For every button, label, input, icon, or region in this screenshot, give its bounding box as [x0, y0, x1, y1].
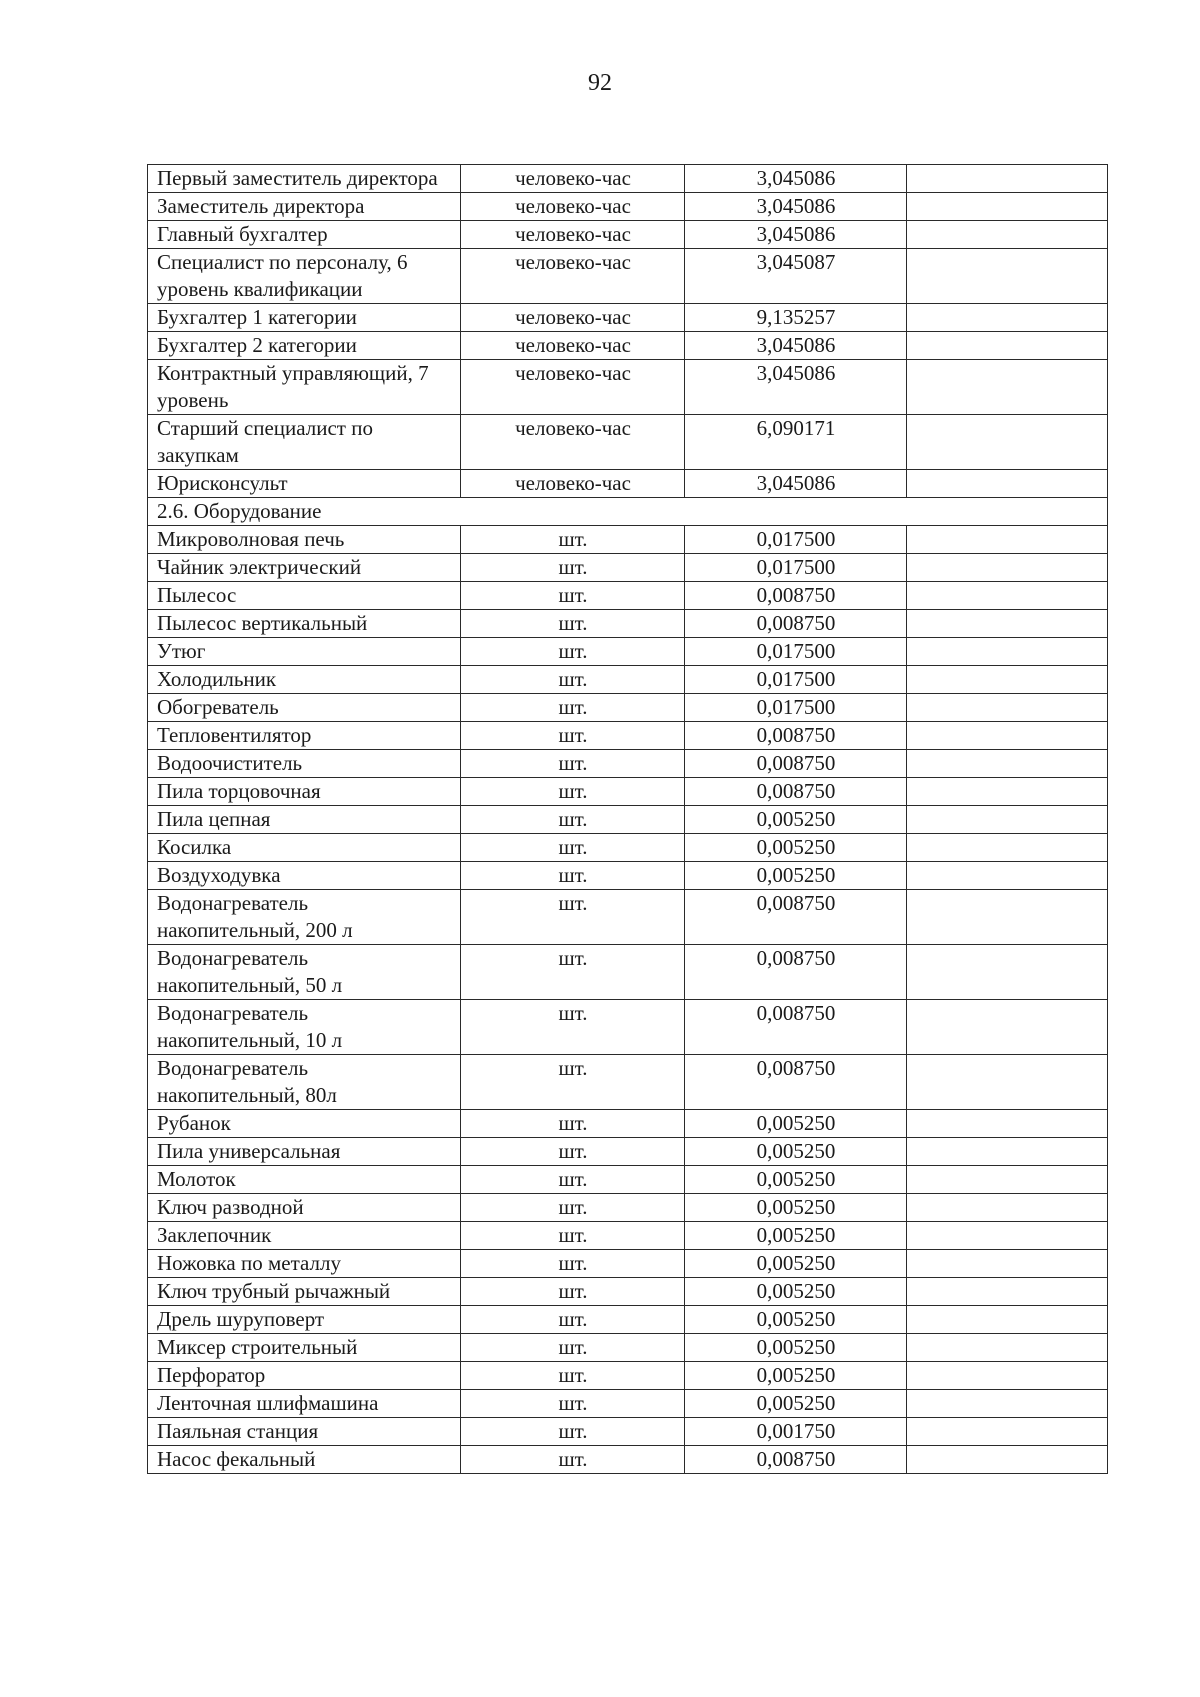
quantity-cell: 0,008750	[685, 890, 907, 945]
item-name-cell: Водонагреватель накопительный, 200 л	[148, 890, 461, 945]
table-row	[148, 1110, 1108, 1138]
quantity-cell: 0,005250	[685, 1278, 907, 1306]
table-row	[148, 694, 1108, 722]
quantity-cell: 3,045086	[685, 193, 907, 221]
quantity-cell: 0,008750	[685, 1055, 907, 1110]
table-row	[148, 1362, 1108, 1390]
table-row	[148, 666, 1108, 694]
blank-cell	[907, 862, 1108, 890]
item-name-cell: Ленточная шлифмашина	[148, 1390, 461, 1418]
item-name-cell: Микроволновая печь	[148, 526, 461, 554]
table-row	[148, 415, 1108, 470]
table-row	[148, 862, 1108, 890]
unit-cell: шт.	[461, 778, 685, 806]
unit-cell: шт.	[461, 862, 685, 890]
table-row	[148, 332, 1108, 360]
unit-cell: человеко-час	[461, 193, 685, 221]
unit-cell: шт.	[461, 1110, 685, 1138]
unit-cell: шт.	[461, 1446, 685, 1474]
quantity-cell: 0,008750	[685, 750, 907, 778]
quantity-cell: 0,017500	[685, 554, 907, 582]
blank-cell	[907, 360, 1108, 415]
quantity-cell: 3,045086	[685, 360, 907, 415]
unit-cell: шт.	[461, 554, 685, 582]
quantity-cell: 0,005250	[685, 1362, 907, 1390]
blank-cell	[907, 1278, 1108, 1306]
table-row	[148, 1055, 1108, 1110]
item-name-cell: Водонагреватель накопительный, 50 л	[148, 945, 461, 1000]
section-header-row	[148, 498, 1108, 526]
table-row	[148, 890, 1108, 945]
blank-cell	[907, 1166, 1108, 1194]
unit-cell: шт.	[461, 1334, 685, 1362]
quantity-cell: 0,001750	[685, 1418, 907, 1446]
item-name-cell: Пылесос вертикальный	[148, 610, 461, 638]
blank-cell	[907, 1194, 1108, 1222]
unit-cell: шт.	[461, 750, 685, 778]
unit-cell: шт.	[461, 1055, 685, 1110]
unit-cell: человеко-час	[461, 249, 685, 304]
table-row	[148, 1278, 1108, 1306]
table-row	[148, 1418, 1108, 1446]
quantity-cell: 0,008750	[685, 1446, 907, 1474]
unit-cell: человеко-час	[461, 304, 685, 332]
item-name-cell: Тепловентилятор	[148, 722, 461, 750]
item-name-cell: Насос фекальный	[148, 1446, 461, 1474]
item-name-cell: Водонагреватель накопительный, 80л	[148, 1055, 461, 1110]
quantity-cell: 0,017500	[685, 694, 907, 722]
item-name-cell: Пила торцовочная	[148, 778, 461, 806]
unit-cell: шт.	[461, 945, 685, 1000]
unit-cell: шт.	[461, 1000, 685, 1055]
table-row	[148, 193, 1108, 221]
blank-cell	[907, 750, 1108, 778]
quantity-cell: 3,045087	[685, 249, 907, 304]
unit-cell: шт.	[461, 1166, 685, 1194]
item-name-cell: Воздуходувка	[148, 862, 461, 890]
table-row	[148, 1306, 1108, 1334]
table-row	[148, 1194, 1108, 1222]
blank-cell	[907, 834, 1108, 862]
unit-cell: шт.	[461, 1390, 685, 1418]
blank-cell	[907, 1334, 1108, 1362]
item-name-cell: Ключ разводной	[148, 1194, 461, 1222]
quantity-cell: 0,008750	[685, 610, 907, 638]
item-name-cell: Первый заместитель директора	[148, 165, 461, 193]
unit-cell: шт.	[461, 638, 685, 666]
quantity-cell: 0,005250	[685, 1306, 907, 1334]
blank-cell	[907, 1250, 1108, 1278]
unit-cell: шт.	[461, 666, 685, 694]
item-name-cell: Ножовка по металлу	[148, 1250, 461, 1278]
table-row	[148, 470, 1108, 498]
item-name-cell: Водонагреватель накопительный, 10 л	[148, 1000, 461, 1055]
table-row	[148, 1222, 1108, 1250]
item-name-cell: Заместитель директора	[148, 193, 461, 221]
unit-cell: шт.	[461, 694, 685, 722]
table-row	[148, 249, 1108, 304]
blank-cell	[907, 332, 1108, 360]
table-row	[148, 221, 1108, 249]
table-row	[148, 806, 1108, 834]
item-name-cell: Чайник электрический	[148, 554, 461, 582]
unit-cell: человеко-час	[461, 332, 685, 360]
blank-cell	[907, 1446, 1108, 1474]
table-row	[148, 1250, 1108, 1278]
table-row	[148, 360, 1108, 415]
blank-cell	[907, 945, 1108, 1000]
page-number: 92	[588, 70, 612, 96]
unit-cell: шт.	[461, 1138, 685, 1166]
blank-cell	[907, 1110, 1108, 1138]
item-name-cell: Главный бухгалтер	[148, 221, 461, 249]
blank-cell	[907, 1000, 1108, 1055]
quantity-cell: 0,008750	[685, 1000, 907, 1055]
resource-table-body	[148, 165, 1108, 1474]
quantity-cell: 0,008750	[685, 778, 907, 806]
blank-cell	[907, 610, 1108, 638]
quantity-cell: 0,017500	[685, 666, 907, 694]
quantity-cell: 3,045086	[685, 470, 907, 498]
item-name-cell: Перфоратор	[148, 1362, 461, 1390]
table-row	[148, 582, 1108, 610]
item-name-cell: Рубанок	[148, 1110, 461, 1138]
unit-cell: шт.	[461, 1306, 685, 1334]
unit-cell: человеко-час	[461, 415, 685, 470]
item-name-cell: Специалист по персоналу, 6 уровень квалификации	[148, 249, 461, 304]
quantity-cell: 0,008750	[685, 722, 907, 750]
item-name-cell: Ключ трубный рычажный	[148, 1278, 461, 1306]
quantity-cell: 0,005250	[685, 1334, 907, 1362]
blank-cell	[907, 165, 1108, 193]
quantity-cell: 3,045086	[685, 221, 907, 249]
quantity-cell: 0,017500	[685, 638, 907, 666]
blank-cell	[907, 304, 1108, 332]
unit-cell: шт.	[461, 526, 685, 554]
blank-cell	[907, 1390, 1108, 1418]
blank-cell	[907, 415, 1108, 470]
quantity-cell: 0,005250	[685, 1110, 907, 1138]
item-name-cell: Дрель шуруповерт	[148, 1306, 461, 1334]
blank-cell	[907, 722, 1108, 750]
blank-cell	[907, 1362, 1108, 1390]
table-row	[148, 638, 1108, 666]
quantity-cell: 0,005250	[685, 1250, 907, 1278]
quantity-cell: 3,045086	[685, 332, 907, 360]
table-row	[148, 1166, 1108, 1194]
item-name-cell: Бухгалтер 1 категории	[148, 304, 461, 332]
unit-cell: человеко-час	[461, 360, 685, 415]
item-name-cell: Юрисконсульт	[148, 470, 461, 498]
unit-cell: шт.	[461, 1362, 685, 1390]
quantity-cell: 0,008750	[685, 582, 907, 610]
blank-cell	[907, 1138, 1108, 1166]
item-name-cell: Холодильник	[148, 666, 461, 694]
unit-cell: шт.	[461, 834, 685, 862]
blank-cell	[907, 526, 1108, 554]
table-row	[148, 1390, 1108, 1418]
blank-cell	[907, 470, 1108, 498]
unit-cell: шт.	[461, 1222, 685, 1250]
quantity-cell: 0,005250	[685, 1390, 907, 1418]
table-row	[148, 526, 1108, 554]
blank-cell	[907, 666, 1108, 694]
unit-cell: шт.	[461, 806, 685, 834]
unit-cell: человеко-час	[461, 221, 685, 249]
quantity-cell: 3,045086	[685, 165, 907, 193]
table-row	[148, 778, 1108, 806]
quantity-cell: 0,008750	[685, 945, 907, 1000]
unit-cell: шт.	[461, 1250, 685, 1278]
blank-cell	[907, 582, 1108, 610]
unit-cell: шт.	[461, 1194, 685, 1222]
unit-cell: шт.	[461, 1418, 685, 1446]
quantity-cell: 0,005250	[685, 862, 907, 890]
quantity-cell: 0,005250	[685, 1222, 907, 1250]
item-name-cell: Бухгалтер 2 категории	[148, 332, 461, 360]
unit-cell: человеко-час	[461, 470, 685, 498]
table-row	[148, 834, 1108, 862]
quantity-cell: 0,005250	[685, 834, 907, 862]
item-name-cell: Обогреватель	[148, 694, 461, 722]
item-name-cell: Паяльная станция	[148, 1418, 461, 1446]
resource-table	[147, 164, 1108, 1474]
table-row	[148, 610, 1108, 638]
quantity-cell: 0,005250	[685, 1194, 907, 1222]
blank-cell	[907, 1306, 1108, 1334]
unit-cell: шт.	[461, 582, 685, 610]
item-name-cell: Молоток	[148, 1166, 461, 1194]
unit-cell: шт.	[461, 1278, 685, 1306]
quantity-cell: 6,090171	[685, 415, 907, 470]
blank-cell	[907, 221, 1108, 249]
unit-cell: шт.	[461, 890, 685, 945]
blank-cell	[907, 1418, 1108, 1446]
item-name-cell: Пила цепная	[148, 806, 461, 834]
unit-cell: человеко-час	[461, 165, 685, 193]
table-row	[148, 945, 1108, 1000]
item-name-cell: Пила универсальная	[148, 1138, 461, 1166]
table-row	[148, 554, 1108, 582]
table-row	[148, 304, 1108, 332]
quantity-cell: 9,135257	[685, 304, 907, 332]
item-name-cell: Косилка	[148, 834, 461, 862]
quantity-cell: 0,005250	[685, 1166, 907, 1194]
item-name-cell: Контрактный управляющий, 7 уровень	[148, 360, 461, 415]
item-name-cell: Водоочиститель	[148, 750, 461, 778]
blank-cell	[907, 806, 1108, 834]
blank-cell	[907, 778, 1108, 806]
item-name-cell: Миксер строительный	[148, 1334, 461, 1362]
blank-cell	[907, 694, 1108, 722]
table-row	[148, 165, 1108, 193]
table-row	[148, 1446, 1108, 1474]
table-row	[148, 750, 1108, 778]
blank-cell	[907, 554, 1108, 582]
blank-cell	[907, 249, 1108, 304]
blank-cell	[907, 890, 1108, 945]
table-row	[148, 1000, 1108, 1055]
blank-cell	[907, 1222, 1108, 1250]
quantity-cell: 0,005250	[685, 806, 907, 834]
table-row	[148, 1334, 1108, 1362]
blank-cell	[907, 638, 1108, 666]
section-title: 2.6. Оборудование	[148, 498, 1108, 526]
item-name-cell: Заклепочник	[148, 1222, 461, 1250]
item-name-cell: Утюг	[148, 638, 461, 666]
item-name-cell: Старший специалист по закупкам	[148, 415, 461, 470]
blank-cell	[907, 1055, 1108, 1110]
item-name-cell: Пылесос	[148, 582, 461, 610]
unit-cell: шт.	[461, 722, 685, 750]
table-row	[148, 1138, 1108, 1166]
blank-cell	[907, 193, 1108, 221]
quantity-cell: 0,017500	[685, 526, 907, 554]
unit-cell: шт.	[461, 610, 685, 638]
table-row	[148, 722, 1108, 750]
quantity-cell: 0,005250	[685, 1138, 907, 1166]
